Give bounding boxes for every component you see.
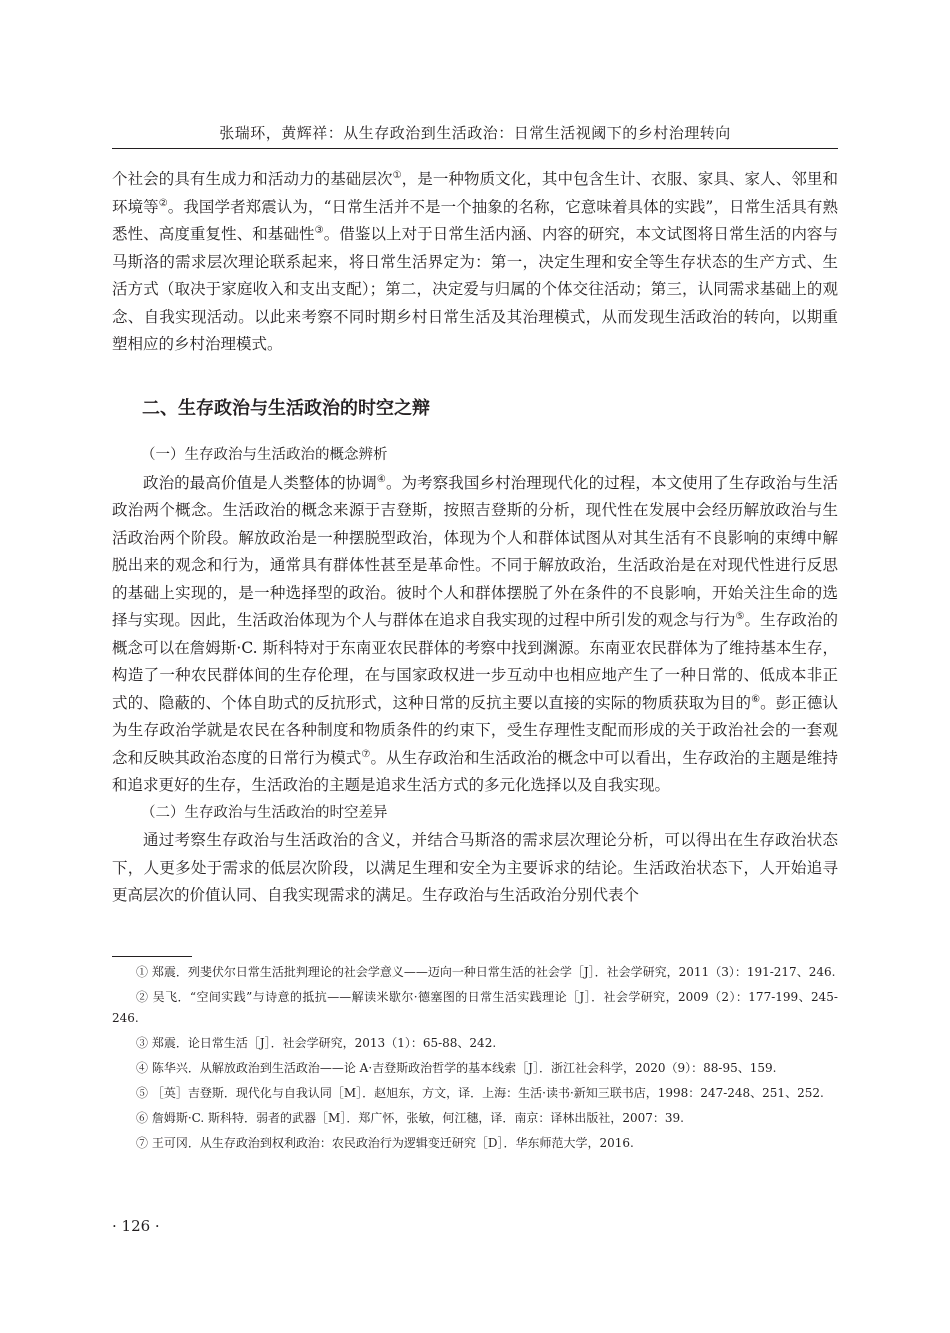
p2-text-3: 。生存政治的概念可以在詹姆斯·C. 斯科特对于东南亚农民群体的考察中找到渊源。东南亚农民群体为了维持基本生存，构造了一种农民群体间的生存伦理，在与国家政权进一步互动中也相应地产生了一种日常的、低成本非正式的、隐蔽的、个体自助式的反抗形式，这种日常的反抗主要以直接的实际的物质获取为目的 [112,611,838,712]
p2-text-4: 。彭正德认为生存政治学就是农民在各种制度和物质条件的约束下，受生存理性支配而形成的关于政治社会的一套观念和反映其政治态度的日常行为模式 [112,693,838,767]
footnote-6 [112,1108,838,1129]
footnote-4 [112,1058,838,1079]
footnote-1 [112,962,838,983]
footnote-5 [112,1083,838,1104]
footnote-ref-5[interactable]: ⑤ [735,610,745,622]
page-number: · 126 · [112,1217,160,1235]
running-head: 张瑞环，黄辉祥：从生存政治到生活政治：日常生活视阈下的乡村治理转向 [219,124,731,142]
footnote-ref-3[interactable]: ③ [314,224,324,236]
footnotes [112,962,838,1158]
paragraph-3: 通过考察生存政治与生活政治的含义，并结合马斯洛的需求层次理论分析，可以得出在生存政治状态下，人更多处于需求的低层次阶段，以满足生理和安全为主要诉求的结论。生活政治状态下，人开始追寻更高层次的价值认同、自我实现需求的满足。生存政治与生活政治分别代表个 [112,831,838,904]
footnote-text: 吴飞．“空间实践”与诗意的抵抗——解读米歇尔·德塞图的日常生活实践理论［J］．社会学研究，2009（2）：177-199、245-246. [112,990,838,1025]
footnote-text: 王可冈．从生存政治到权利政治：农民政治行为逻辑变迁研究［D］．华东师范大学，2016. [151,1136,634,1150]
footnote-text: 陈华兴．从解放政治到生活政治——论 A·吉登斯政治哲学的基本线索［J］．浙江社会科学，2020（9）：88-95、159. [151,1061,777,1075]
footnote-text: 郑震．论日常生活［J］．社会学研究，2013（1）：65-88、242. [151,1036,497,1050]
footnote-7 [112,1133,838,1154]
footnote-mark: ④ [136,1061,149,1075]
subsection-title-1: （一）生存政治与生活政治的概念辨析 [141,447,388,463]
p2-text-1: 政治的最高价值是人类整体的协调 [143,473,377,492]
footnote-text: 郑震．列斐伏尔日常生活批判理论的社会学意义——迈向一种日常生活的社会学［J］．社会学研究，2011（3）：191-217、246. [151,965,836,979]
footnote-text: 詹姆斯·C. 斯科特．弱者的武器［M］．郑广怀，张敏，何江穗，译．南京：译林出版社，2007：39. [151,1111,684,1125]
footnote-mark: ⑥ [136,1111,149,1125]
footnote-mark: ① [136,965,149,979]
intro-paragraph [112,166,838,359]
footnote-text: ［英］吉登斯．现代化与自我认同［M］．赵旭东，方文，译．上海：生活·读书·新知三联书店，1998：247-248、251、252. [151,1086,824,1100]
footnote-mark: ③ [136,1036,149,1050]
footnote-mark: ⑤ [136,1086,149,1100]
p2-text-2: 。为考察我国乡村治理现代化的过程，本文使用了生存政治与生活政治两个概念。生活政治的概念来源于吉登斯，按照吉登斯的分析，现代性在发展中会经历解放政治与生活政治两个阶段。解放政治是一种摆脱型政治，体现为个人和群体试图从对其生活有不良影响的束缚中解脱出来的观念和行为，通常具有群体性甚至是革命性。不同于解放政治，生活政治是在对现代性进行反思的基础上实现的，是一种选择型的政治。彼时个人和群体摆脱了外在条件的不良影响，开始关注生命的选择与实现。因此，生活政治体现为个人与群体在追求自我实现的过程中所引发的观念与行为 [112,473,838,629]
p2-text-5: 。从生存政治和生活政治的概念中可以看出，生存政治的主题是维持和追求更好的生存，生活政治的主题是追求生活方式的多元化选择以及自我实现。 [112,748,838,794]
footnote-ref-4[interactable]: ④ [376,473,386,485]
intro-text-1: 个社会的具有生成力和活动力的基础层次 [112,170,393,188]
section-body [112,442,838,910]
footnote-ref-2[interactable]: ② [158,197,168,209]
subsection-title-2: （二）生存政治与生活政治的时空差异 [141,804,388,821]
intro-text-2: ，是一种物质文化，其中包含生计、衣服、家具、家人、邻里和环境等 [112,170,838,216]
footnote-ref-1[interactable]: ① [392,169,402,181]
footnote-ref-6[interactable]: ⑥ [751,693,761,705]
intro-text-3: 。我国学者郑震认为，“日常生活并不是一个抽象的名称，它意味着具体的实践”，日常生活具有熟悉性、高度重复性、和基础性 [112,197,838,243]
footnote-ref-7[interactable]: ⑦ [361,748,371,760]
paragraph-2 [112,470,838,800]
footnote-mark: ⑦ [136,1136,149,1150]
footnote-2 [112,987,838,1029]
footnote-mark: ② [136,990,149,1004]
footnote-rule [112,956,192,957]
footnote-3 [112,1033,838,1054]
header-rule [112,148,838,149]
intro-text-4: 。借鉴以上对于日常生活内涵、内容的研究，本文试图将日常生活的内容与马斯洛的需求层次理论联系起来，将日常生活界定为：第一，决定生理和安全等生存状态的生产方式、生活方式（取决于家庭收入和支出支配）；第二，决定爱与归属的个体交往活动；第三，认同需求基础上的观念、自我实现活动。以此来考察不同时期乡村日常生活及其治理模式，从而发现生活政治的转向，以期重塑相应的乡村治理模式。 [112,225,838,353]
section-title: 二、生存政治与生活政治的时空之辩 [142,398,430,419]
